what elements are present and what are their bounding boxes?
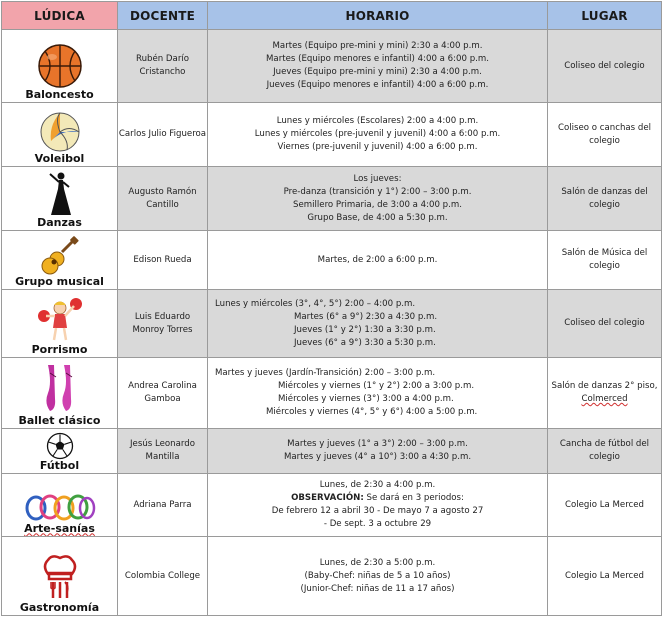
volleyball-icon: [39, 111, 81, 153]
table-row: [2, 537, 662, 616]
schedule-cell: Los jueves: Pre-danza (transición y 1°) 2:00 – 3:00 p.m. Semillero Primaria, de 3:00 a 4:00 p.m. Grupo Base, de 4:00 a 5:30 p.m.: [208, 167, 548, 231]
activity-name: Ballet clásico: [18, 413, 101, 427]
ballet-shoes-icon: [40, 363, 80, 415]
place-cell: Coliseo del colegio: [548, 290, 662, 358]
teacher-cell: Augusto Ramón Cantillo: [118, 167, 208, 231]
table-row: [2, 167, 662, 231]
activity-name: Danzas: [37, 215, 82, 229]
basketball-icon: [37, 43, 83, 89]
place-cell: Salón de Música del colegio: [548, 231, 662, 290]
place-cell: Cancha de fútbol del colegio: [548, 429, 662, 474]
place-cell: Colegio La Merced: [548, 537, 662, 616]
chef-hat-icon: [40, 552, 80, 602]
place-cell: Salón de danzas 2° piso, Colmerced: [548, 358, 662, 429]
table-row: [2, 30, 662, 103]
activity-name: Baloncesto: [25, 87, 94, 101]
table-row: [2, 358, 662, 429]
observation-label: OBSERVACIÓN:: [291, 493, 364, 503]
schedule-cell: Martes y jueves (1° a 3°) 2:00 – 3:00 p.m. Martes y jueves (4° a 10°) 3:00 a 4:30 p.m.: [208, 429, 548, 474]
teacher-cell: Colombia College: [118, 537, 208, 616]
place-cell: Salón de danzas del colegio: [548, 167, 662, 231]
header-horario: HORARIO: [208, 2, 548, 30]
activities-table: [1, 1, 662, 616]
dancer-icon: [45, 171, 75, 217]
schedule-cell: Lunes y miércoles (3°, 4°, 5°) 2:00 – 4:00 p.m. Martes (6° a 9°) 2:30 a 4:30 p.m. Jueves (1° y 2°) 1:30 a 3:30 p.m. Jueves (6° a 9°) 3:30 a 5:30 p.m.: [208, 290, 548, 358]
table-row: [2, 429, 662, 474]
activity-cell: [2, 30, 118, 103]
activity-name: Grupo musical: [15, 274, 104, 288]
schedule-cell: Martes (Equipo pre-mini y mini) 2:30 a 4:00 p.m. Martes (Equipo menores e infantil) 4:00 a 6:00 p.m. Jueves (Equipo pre-mini y mini) 2:30 a 4:00 p.m. Jueves (Equipo menores e infantil) 4:00 a 6:00 p.m.: [208, 30, 548, 103]
header-row: [2, 2, 662, 30]
teacher-cell: Andrea Carolina Gamboa: [118, 358, 208, 429]
activity-name: Gastronomía: [19, 600, 100, 614]
table-row: [2, 290, 662, 358]
teacher-cell: Rubén Darío Cristancho: [118, 30, 208, 103]
activity-name: Voleibol: [34, 151, 85, 165]
activity-cell: [2, 474, 118, 537]
cheerleader-icon: [36, 296, 84, 344]
place-cell: Colegio La Merced: [548, 474, 662, 537]
activity-cell: [2, 231, 118, 290]
activity-cell: [2, 103, 118, 167]
table-row: [2, 474, 662, 537]
table-row: [2, 103, 662, 167]
activity-cell: [2, 167, 118, 231]
schedule-cell: Martes y jueves (Jardín-Transición) 2:00 – 3:00 p.m. Miércoles y viernes (1° y 2°) 2:00 a 3:00 p.m. Miércoles y viernes (3°) 3:00 a 4:00 p.m. Miércoles y viernes (4°, 5° y 6°) 4:00 a 5:00 p.m.: [208, 358, 548, 429]
teacher-cell: Adriana Parra: [118, 474, 208, 537]
activity-cell: [2, 429, 118, 474]
guitar-icon: [40, 236, 80, 276]
header-docente: DOCENTE: [118, 2, 208, 30]
teacher-cell: Carlos Julio Figueroa: [118, 103, 208, 167]
header-lugar: LUGAR: [548, 2, 662, 30]
soccer-ball-icon: [46, 432, 74, 460]
schedule-cell: Martes, de 2:00 a 6:00 p.m.: [208, 231, 548, 290]
schedule-cell: Lunes, de 2:30 a 4:00 p.m. OBSERVACIÓN: Se dará en 3 periodos: De febrero 12 a abril 30 - De mayo 7 a agosto 27 - De sept. 3 a octubre 29: [208, 474, 548, 537]
activity-name: Fútbol: [39, 458, 80, 472]
schedule-cell: Lunes y miércoles (Escolares) 2:00 a 4:00 p.m. Lunes y miércoles (pre-juvenil y juvenil) 4:00 a 6:00 p.m. Viernes (pre-juvenil y juvenil) 4:00 a 6:00 p.m.: [208, 103, 548, 167]
teacher-cell: Jesús Leonardo Mantilla: [118, 429, 208, 474]
activity-cell: [2, 537, 118, 616]
activity-cell: [2, 358, 118, 429]
bracelets-icon: [24, 491, 96, 523]
place-cell: Coliseo del colegio: [548, 30, 662, 103]
header-ludica: LÚDICA: [2, 2, 118, 30]
activity-name: Arte-sanías: [24, 521, 95, 535]
activity-name: Porrismo: [31, 342, 88, 356]
teacher-cell: Edison Rueda: [118, 231, 208, 290]
place-cell: Coliseo o canchas del colegio: [548, 103, 662, 167]
teacher-cell: Luis Eduardo Monroy Torres: [118, 290, 208, 358]
schedule-cell: Lunes, de 2:30 a 5:00 p.m. (Baby-Chef: niñas de 5 a 10 años) (Junior-Chef: niñas de 11 a 17 años): [208, 537, 548, 616]
activity-cell: [2, 290, 118, 358]
table-row: [2, 231, 662, 290]
